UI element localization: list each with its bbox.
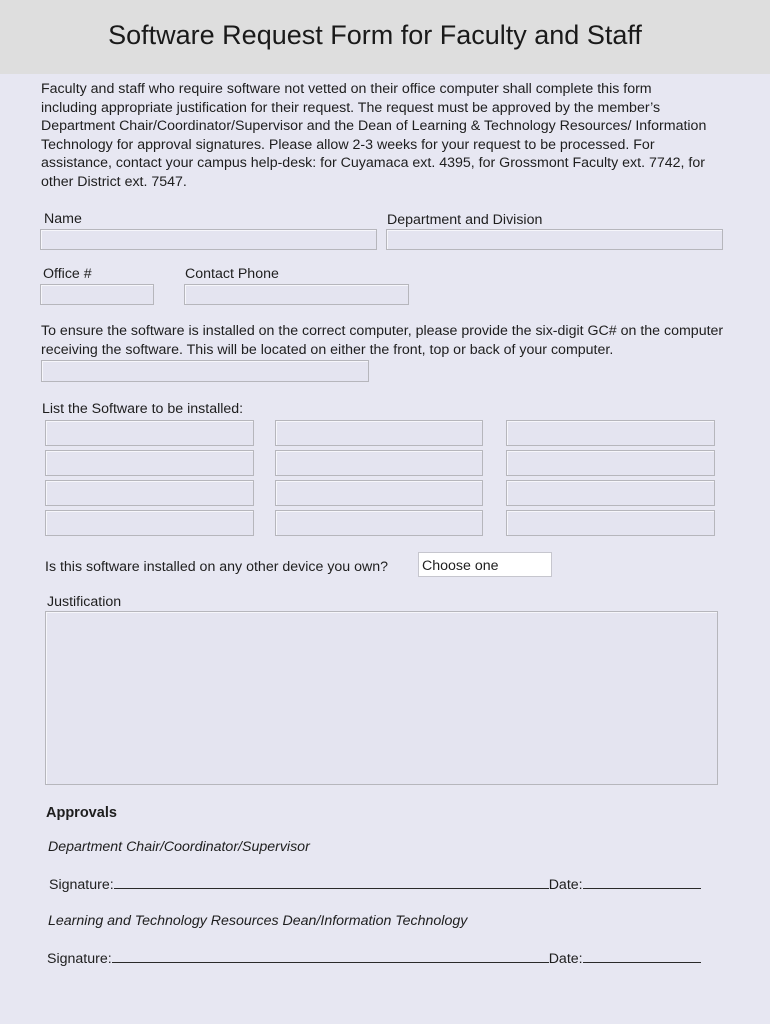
name-input[interactable] [40, 229, 377, 250]
dean-signature-row [47, 950, 701, 967]
chair-date-line[interactable] [583, 876, 701, 889]
other-device-question: Is this software installed on any other device you own? [45, 559, 389, 575]
software-input-12[interactable] [506, 510, 715, 536]
dean-date-line[interactable] [583, 950, 701, 963]
software-input-5[interactable] [275, 450, 483, 476]
dean-signature-line[interactable] [112, 950, 549, 963]
software-input-2[interactable] [275, 420, 483, 446]
software-input-3[interactable] [506, 420, 715, 446]
chair-date-label: Date: [548, 877, 583, 893]
software-input-8[interactable] [275, 480, 483, 506]
office-input[interactable] [40, 284, 154, 305]
page-title: Software Request Form for Faculty and Staff [108, 20, 642, 50]
gc-instructions: To ensure the software is installed on the correct computer, please provide the six-digit GC# on the computer receiving the software. This will be located on either the front, top or back of your computer. [41, 323, 724, 358]
chair-signature-row [49, 876, 701, 893]
phone-label: Contact Phone [185, 266, 279, 282]
software-input-6[interactable] [506, 450, 715, 476]
dean-date-label: Date: [548, 951, 583, 967]
software-input-9[interactable] [506, 480, 715, 506]
department-label: Department and Division [387, 212, 543, 228]
intro-paragraph: Faculty and staff who require software not vetted on their office computer shall complete this form including appropriate justification for their request. The request must be approved by the member’s Department Chair/Coordinator/Supervisor and the Dean of Learning & Technology Resources/ Information Technology for approval signatures. Please allow 2-3 weeks for your request to be processed. For assistance, contact your campus help-desk: for Cuyamaca ext. 4395, for Grossmont Faculty ext. 7742, for other District ext. 7547. [41, 81, 707, 190]
justification-label: Justification [47, 594, 122, 610]
chair-signature-label: Signature: [49, 877, 114, 893]
office-label: Office # [43, 266, 92, 282]
software-input-10[interactable] [45, 510, 254, 536]
software-input-4[interactable] [45, 450, 254, 476]
approvals-heading: Approvals [46, 805, 117, 821]
software-list-label: List the Software to be installed: [42, 401, 244, 417]
justification-textarea[interactable] [45, 611, 718, 785]
software-input-11[interactable] [275, 510, 483, 536]
other-device-select[interactable]: Choose one [418, 552, 552, 577]
phone-input[interactable] [184, 284, 409, 305]
gc-number-input[interactable] [41, 360, 369, 382]
chair-signature-line[interactable] [114, 876, 549, 889]
chair-title: Department Chair/Coordinator/Supervisor [48, 839, 310, 855]
name-label: Name [44, 211, 82, 227]
department-input[interactable] [386, 229, 723, 250]
dean-title: Learning and Technology Resources Dean/Information Technology [48, 913, 468, 929]
software-input-1[interactable] [45, 420, 254, 446]
software-input-7[interactable] [45, 480, 254, 506]
dean-signature-label: Signature: [47, 951, 112, 967]
